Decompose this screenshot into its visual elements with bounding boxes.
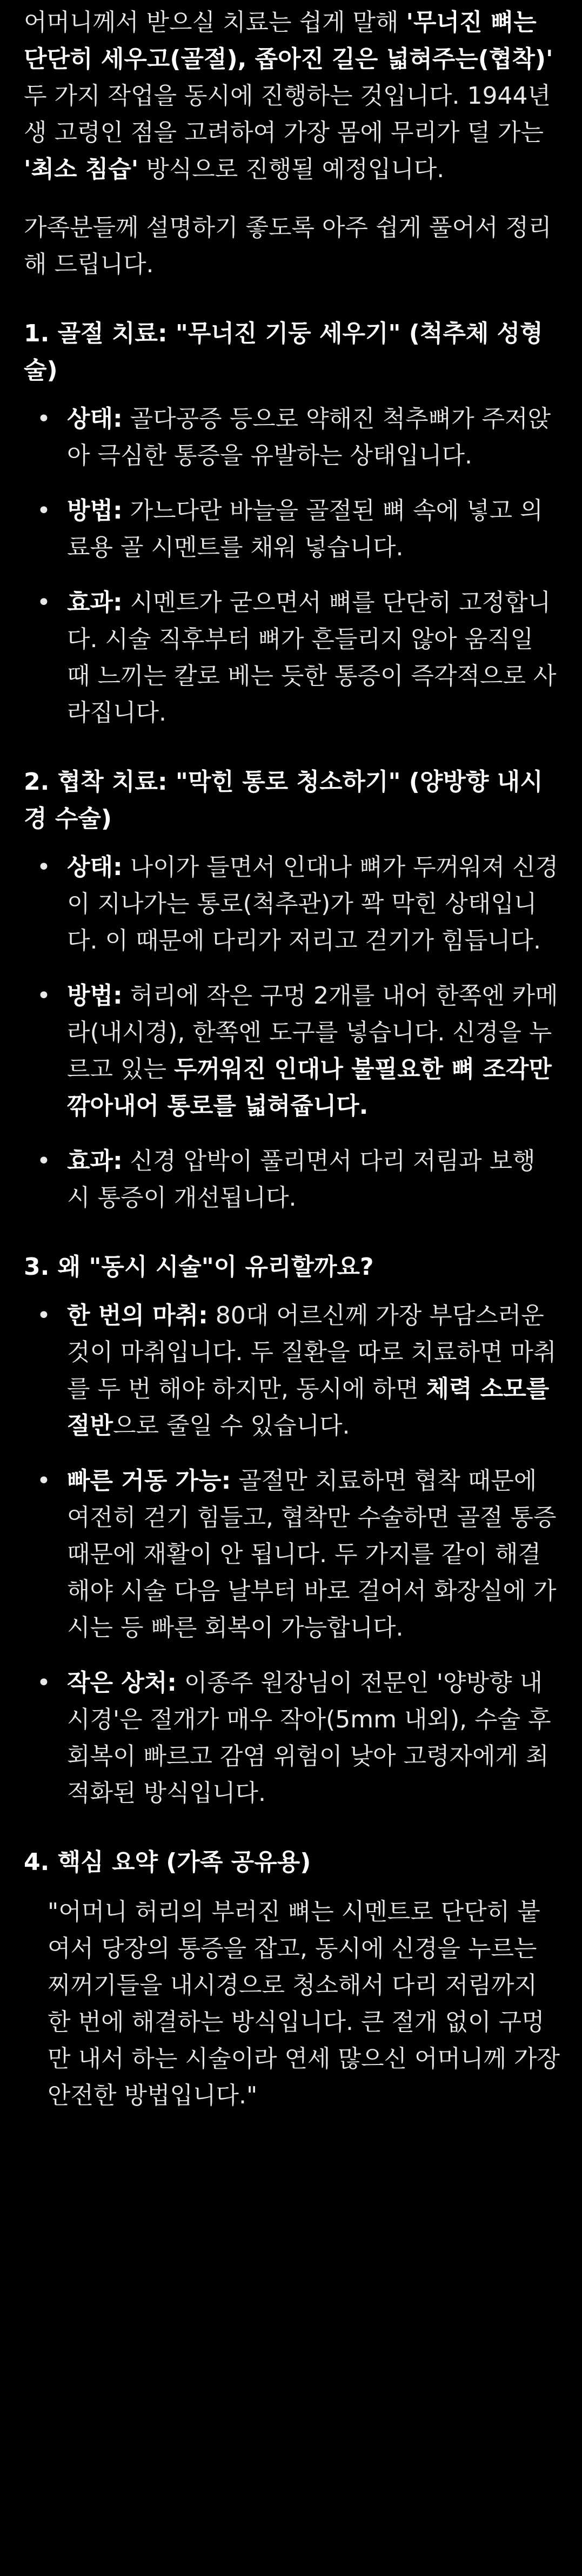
intro-highlight: '무너진 뼈는 단단히 세우고(골절), 좁아진 길은 넓혀주는(협착)' [24, 9, 553, 73]
summary-quote: "어머니 허리의 부러진 뼈는 시멘트로 단단히 붙여서 당장의 통증을 잡고, 동시에 신경을 누르는 찌꺼기들을 내시경으로 청소해서 다리 저림까지 한 번에 해결하는 방식입니다. 큰 절개 없이 구멍만 내서 하는 시술이라 연세 많으신 어머니께 가장 안전한 방법입니다." [48, 1898, 560, 2109]
section-stenosis [24, 764, 560, 1216]
list-item: • 방법: 가느다란 바늘을 골절된 뼈 속에 넣고 의료용 골 시멘트를 채워 넣습니다. [24, 493, 560, 566]
list-item: • 상태: 나이가 들면서 인대나 뼈가 두꺼워져 신경이 지나가는 통로(척추관)가 꽉 막힌 상태입니다. 이 때문에 다리가 저리고 걷기가 힘듭니다. [24, 849, 560, 959]
section-title: 3. 왜 "동시 시술"이 유리할까요? [24, 1253, 374, 1281]
list-item: • 방법: 허리에 작은 구멍 2개를 내어 한쪽엔 카메라(내시경), 한쪽엔 도구를 넣습니다. 신경을 누르고 있는 두꺼워진 인대나 불필요한 뼈 조각만 깎아내어 통로를 넓혀줍니다. [24, 978, 560, 1125]
list-item: • 상태: 골다공증 등으로 약해진 척추뼈가 주저앉아 극심한 통증을 유발하는 상태입니다. [24, 401, 560, 474]
bullet-list [24, 849, 560, 1216]
list-item: • 빠른 거동 가능: 골절만 치료하면 협착 때문에 여전히 걷기 힘들고, 협착만 수술하면 골절 통증 때문에 재활이 안 됩니다. 두 가지를 같이 해결해야 시술 다음 날부터 바로 걸어서 화장실에 가시는 등 빠른 회복이 가능합니다. [24, 1463, 560, 1646]
section-combined [24, 1249, 560, 1812]
list-item: • 효과: 시멘트가 굳으면서 뼈를 단단히 고정합니다. 시술 직후부터 뼈가 흔들리지 않아 움직일 때 느끼는 칼로 베는 듯한 통증이 즉각적으로 사라집니다. [24, 584, 560, 731]
chat-response [0, 4, 582, 2114]
section-title: 1. 골절 치료: "무너진 기둥 세우기" (척추체 성형술) [24, 320, 543, 384]
section-title: 2. 협착 치료: "막힌 통로 청소하기" (양방향 내시경 수술) [24, 768, 543, 832]
list-item: • 작은 상처: 이종주 원장님이 전문인 '양방향 내시경'은 절개가 매우 작아(5mm 내외), 수술 후 회복이 빠르고 감염 위험이 낮아 고령자에게 최적화된 방식입니다. [24, 1665, 560, 1812]
section-summary [24, 1844, 560, 2114]
bullet-list [24, 401, 560, 731]
list-item: • 한 번의 마취: 80대 어르신께 가장 부담스러운 것이 마취입니다. 두 질환을 따로 치료하면 마취를 두 번 해야 하지만, 동시에 하면 체력 소모를 절반으로 줄일 수 있습니다. [24, 1297, 560, 1444]
intro-highlight-2: '최소 침습' [24, 156, 139, 183]
list-item: • 효과: 신경 압박이 풀리면서 다리 저림과 보행 시 통증이 개선됩니다. [24, 1143, 560, 1216]
bullet-list [24, 1297, 560, 1812]
section-title: 4. 핵심 요약 (가족 공유용) [24, 1848, 311, 1876]
intro-paragraph: 어머니께서 받으실 치료는 쉽게 말해 '무너진 뼈는 단단히 세우고(골절), 좁아진 길은 넓혀주는(협착)' 두 가지 작업을 동시에 진행하는 것입니다. 1944년생 고령인 점을 고려하여 가장 몸에 무리가 덜 가는 '최소 침습' 방식으로 진행될 예정입니다. [24, 9, 553, 183]
section-fracture [24, 315, 560, 731]
intro-paragraph-2: 가족분들께 설명하기 좋도록 아주 쉽게 풀어서 정리해 드립니다. [24, 214, 552, 278]
